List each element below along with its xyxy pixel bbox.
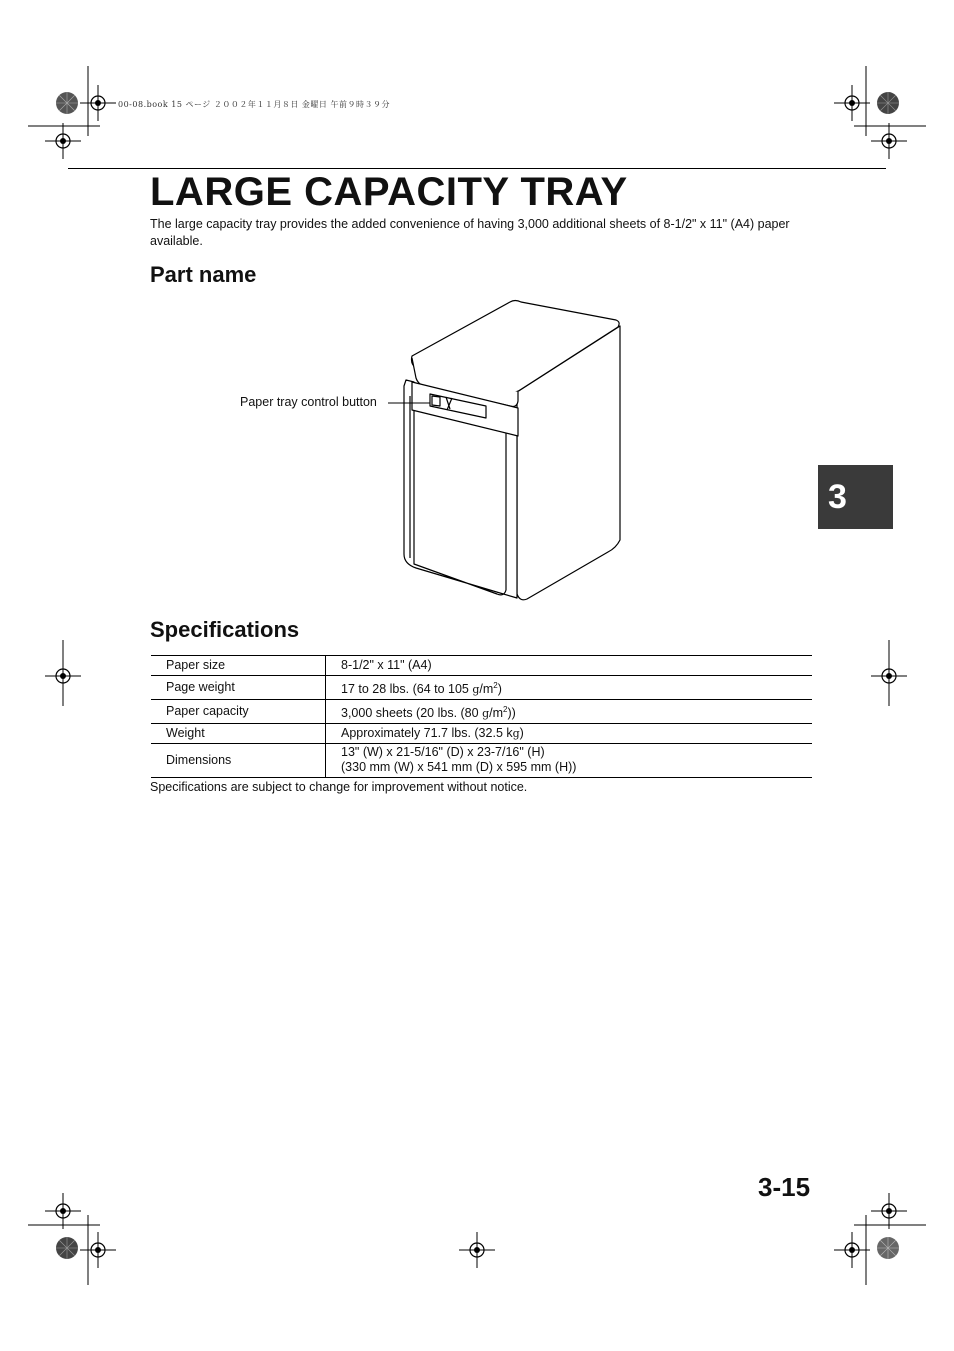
spec-value-unit: g <box>472 683 480 697</box>
spec-value-text: /m <box>479 682 494 697</box>
spec-label: Page weight <box>151 676 326 700</box>
chapter-tab: 3 <box>818 465 893 529</box>
print-header: 00-08.book 15 ページ ２００２年１１月８日 金曜日 午前９時３９分 <box>118 100 390 109</box>
specifications-table <box>151 655 812 778</box>
spec-value-unit: g <box>512 727 520 741</box>
spec-value-superscript: 2 <box>493 681 498 690</box>
page-title: LARGE CAPACITY TRAY <box>150 170 628 214</box>
spec-value-text: )) <box>507 706 516 721</box>
spec-value-text: ) <box>497 682 502 697</box>
large-capacity-tray-illustration <box>380 296 630 606</box>
color-calibration-circle-icon <box>876 1236 900 1260</box>
color-calibration-circle-icon <box>876 91 900 115</box>
spec-value-text: 17 to 28 lbs. (64 to 105 <box>341 682 473 697</box>
spec-value-text: 3,000 sheets (20 lbs. (80 <box>341 706 483 721</box>
spec-value-unit: g <box>482 707 490 721</box>
spec-label: Dimensions <box>151 744 326 778</box>
specifications-note: Specifications are subject to change for improvement without notice. <box>150 780 528 794</box>
spec-label: Paper capacity <box>151 700 326 724</box>
intro-paragraph: The large capacity tray provides the added convenience of having 3,000 additional sheets of 8-1/2" x 11" (A4) paper available. <box>150 217 790 248</box>
header-rule <box>68 168 886 169</box>
spec-value <box>326 724 813 744</box>
spec-value-superscript: 2 <box>503 705 508 715</box>
part-name-heading: Part name <box>150 262 257 287</box>
spec-value-line: (330 mm (W) x 541 mm (D) x 595 mm (H)) <box>341 760 577 775</box>
table-row <box>151 676 812 700</box>
table-row <box>151 656 812 676</box>
spec-value: 8-1/2" x 11" (A4) <box>326 656 813 676</box>
spec-value <box>326 700 813 724</box>
table-row <box>151 744 812 778</box>
spec-value <box>326 676 813 700</box>
spec-label: Weight <box>151 724 326 744</box>
spec-value-text: Approximately 71.7 lbs. (32.5 k <box>341 726 513 741</box>
table-row <box>151 700 812 724</box>
table-row <box>151 724 812 744</box>
page-number: 3-15 <box>758 1172 811 1202</box>
spec-value-text: /m <box>489 706 503 721</box>
color-calibration-circle-icon <box>55 1236 79 1260</box>
spec-value-line: 13" (W) x 21-5/16" (D) x 23-7/16" (H) <box>341 745 545 760</box>
specifications-heading: Specifications <box>150 617 300 642</box>
spec-value <box>326 744 813 778</box>
color-calibration-circle-icon <box>55 91 79 115</box>
spec-label: Paper size <box>151 656 326 676</box>
paper-tray-control-button-label: Paper tray control button <box>240 395 377 409</box>
spec-value-text: ) <box>519 726 524 741</box>
